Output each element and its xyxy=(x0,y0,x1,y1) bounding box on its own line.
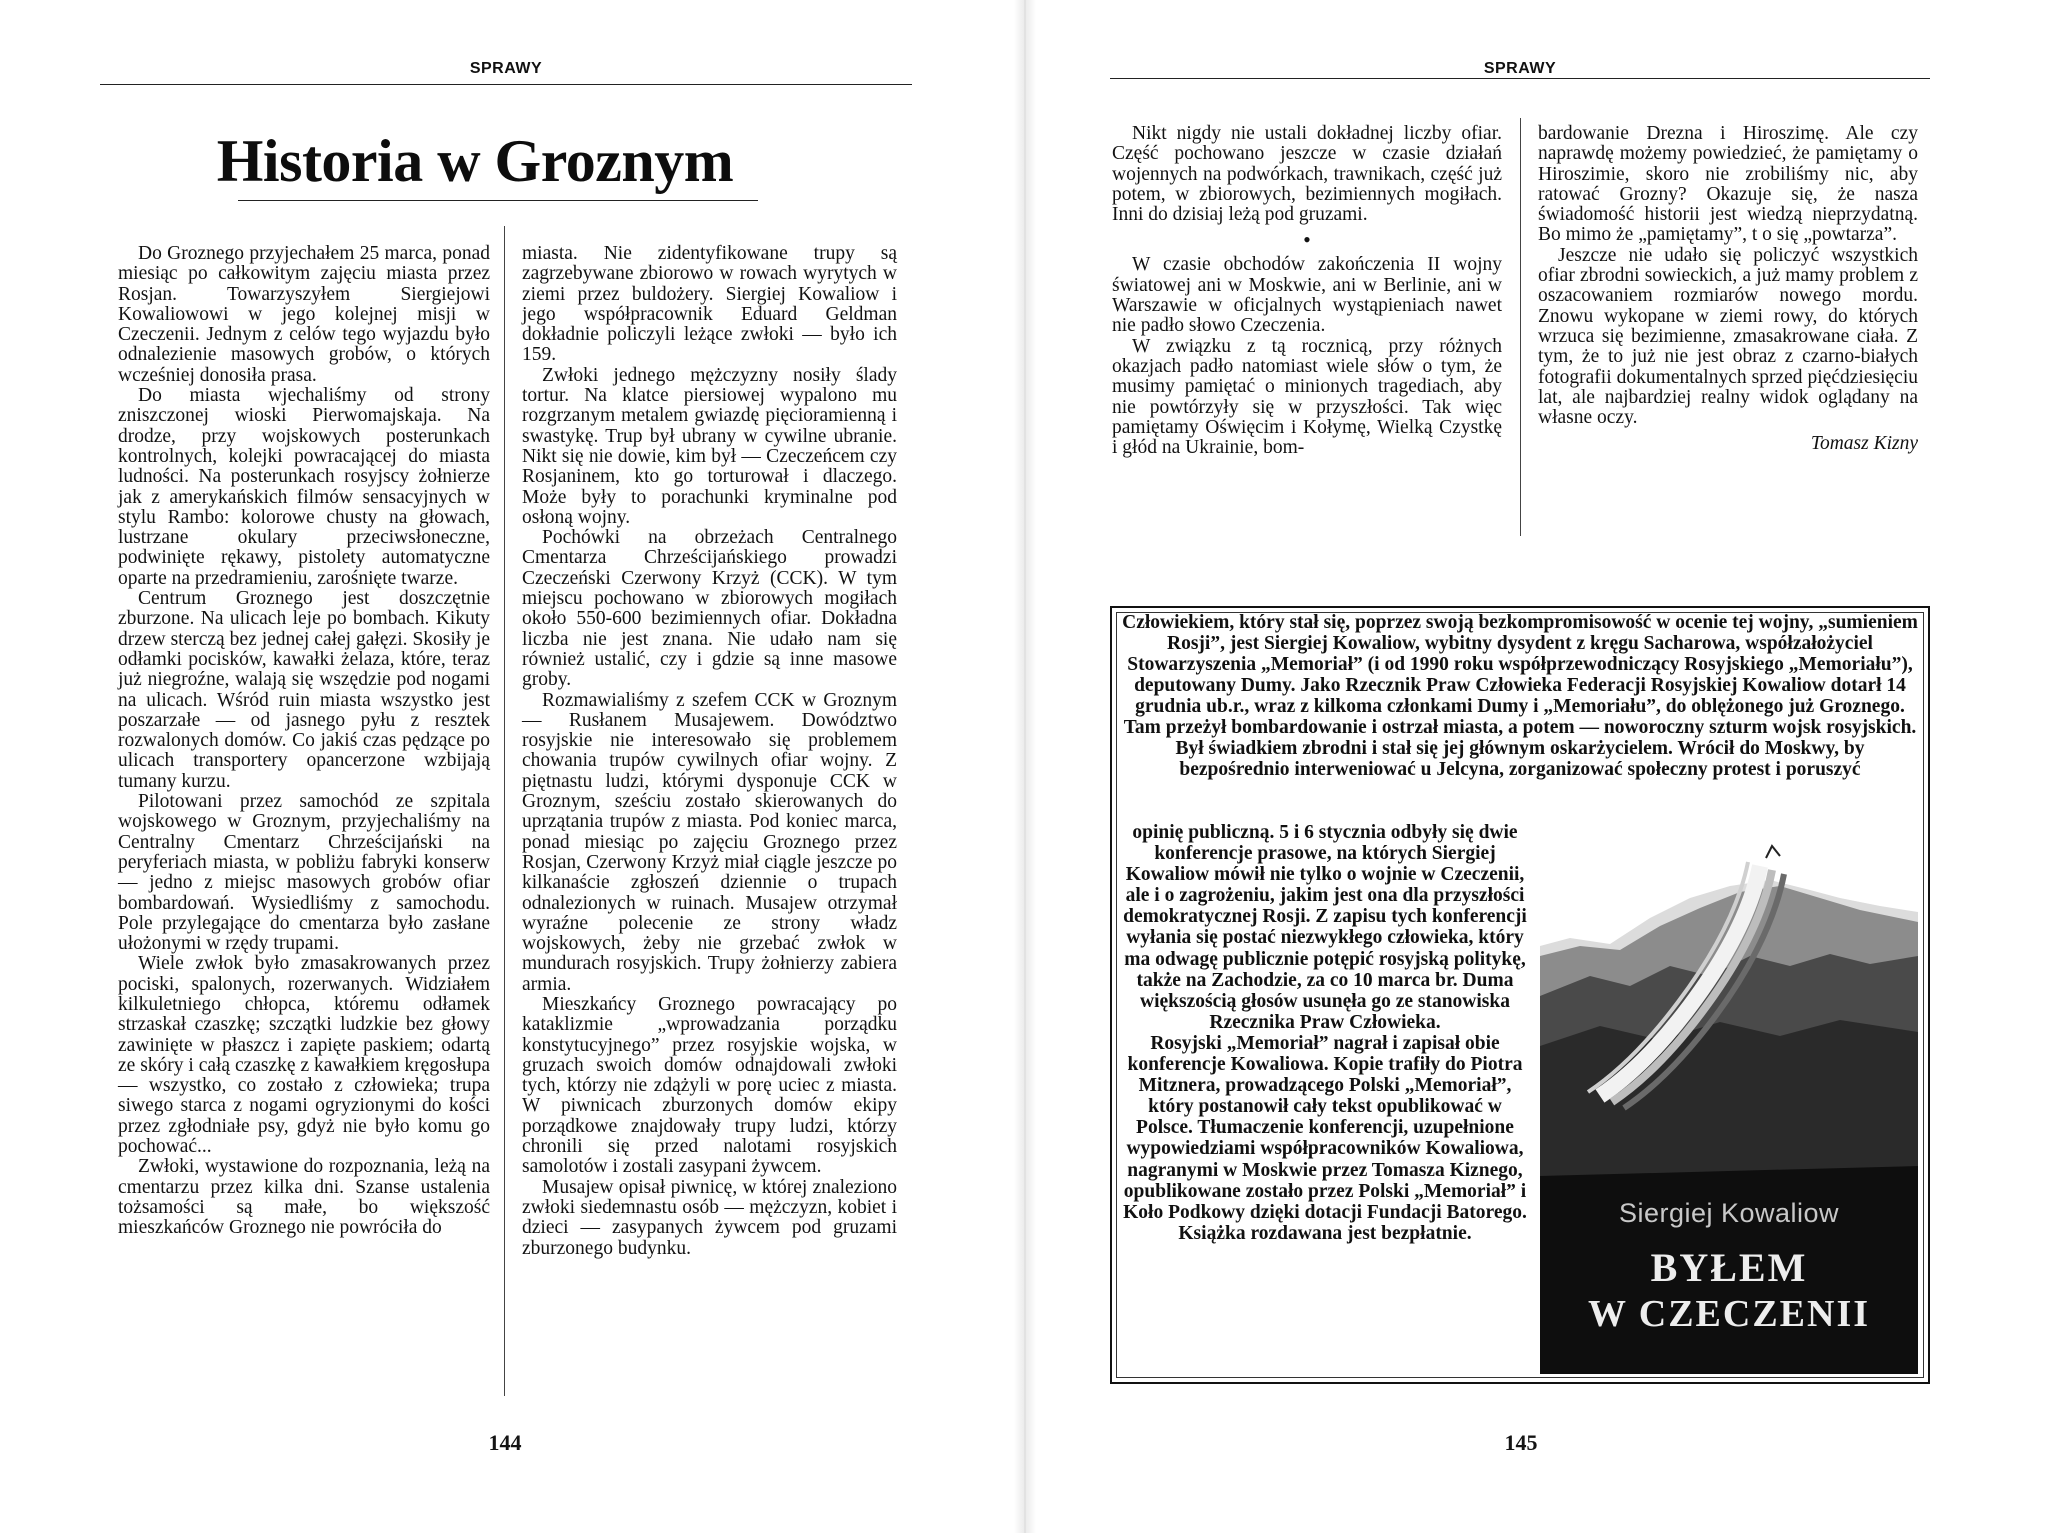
paragraph: Zwłoki jednego mężczyzny nosiły ślady tortur. Na klatce piersiowej wypalono mu rozgrzanym metalem gwiazdę pięcioramienną i swastykę. Trup był ubrany w cywilne ubranie. Nikt się nie dowie, kim był — Czeczeńcem czy Rosjaninem, kto go torturował i dlaczego. Może były to porachunki kryminalne pod osłoną wojny. xyxy=(522,364,897,528)
paragraph: Pochówki na obrzeżach Centralnego Cmentarza Chrześcijańskiego prowadzi Czeczeński Czerwony Krzyż (CCK). W tym miejscu pochowano w zbiorowych mogiłach około 550-600 bezimiennych ofiar. Dokładna liczba nie jest znana. Nie udało nam się również ustalić, czy i gdzie są inne masowe groby. xyxy=(522,527,897,691)
right-column-1 xyxy=(1112,124,1502,458)
paragraph: Jeszcze nie udało się policzyć wszystkich ofiar zbrodni sowieckich, a już mamy problem z oszacowaniem rozmiarów nowego mordu. Znowu wykopane w ziemi rowy, do których wrzuca się bezimienne, zmasakrowane ciała. Z tym, że to już nie jest obraz z czarno-białych fotografii dokumentalnych sprzed pięćdziesięciu lat, ale najbardziej realny widok oglądany na własne oczy. xyxy=(1538,244,1918,429)
author-signature: Tomasz Kizny xyxy=(1810,433,1918,455)
sidebar-intro-text: Człowiekiem, który stał się, poprzez swoją bezkompromisowość w ocenie tej wojny, „sumieniem Rosji”, jest Siergiej Kowaliow, wybitny dysydent z kręgu Sacharowa, współzałożyciel Stowarzyszenia „Memoriał” (i od 1990 roku współprzewodniczący Rosyjskiego „Memoriału”), deputowany Dumy. Jako Rzecznik Praw Człowieka Federacji Rosyjskiej Kowaliow dotarł 14 grudnia ub.r., wraz z kilkoma członkami Dumy i „Memoriału”, do oblężonego już Groznego. Tam przeżył bombardowanie i ostrzał miasta, a potem — noworoczny szturm wojsk rosyjskich. Był świadkiem zbrodni i stał się jej głównym oskarżycielem. Wrócił do Moskwy, by bezpośrednio interweniować u Jelcyna, zorganizować społeczny protest i poruszyć xyxy=(1122,612,1918,780)
paragraph: Zwłoki, wystawione do rozpoznania, leżą na cmentarzu przez kilka dni. Szanse ustalenia tożsamości są małe, bo większość mieszkańców Groznego nie powróciła do xyxy=(118,1156,490,1239)
paragraph: Do Groznego przyjechałem 25 marca, ponad miesiąc po całkowitym zajęciu miasta przez Rosjan. Towarzyszyłem Siergiejowi Kowaliowowi w jego kolejnej misji w Czeczenii. Jednym z celów tego wyjazdu było odnalezienie masowych grobów, o których wcześniej donosiła prasa. xyxy=(118,243,490,386)
right-column-2 xyxy=(1538,124,1918,455)
paragraph: W czasie obchodów zakończenia II wojny światowej ani w Moskwie, ani w Berlinie, ani w Warszawie w oficjalnych wystąpieniach nawet nie padło słowo Czeczenia. xyxy=(1112,254,1502,337)
cover-title-line-2: W CZECZENII xyxy=(1587,1293,1871,1335)
paragraph: opinię publiczną. 5 i 6 stycznia odbyły się dwie konferencje prasowe, na których Siergiej Kowaliow mówił nie tylko o wojnie w Czeczenii, ale i o zagrożeniu, jakim jest ona dla przyszłości demokratycznej Rosji. Z zapisu tych konferencji wyłania się postać niezwykłego człowieka, który ma odwagę publicznie potępić rosyjską politykę, także na Zachodzie, za co 10 marca br. Duma większością głosów usunęła go ze stanowiska Rzecznika Praw Człowieka. xyxy=(1123,822,1527,1033)
paragraph: Centrum Groznego jest doszczętnie zburzone. Na ulicach leje po bombach. Kikuty drzew sterczą bez jednej całej gałęzi. Skosiły je odłamki pocisków, kawałki żelaza, które, teraz już niegroźne, walają się wszędzie pod nogami na ulicach. Wśród ruin miasta wszystko jest poszarzałe — od jasnego pyłu z resztek rozwalonych domów. Co jakiś czas pędzące po ulicach transportery opancerzone wzbijają tumany kurzu. xyxy=(118,588,490,792)
cover-author: Siergiej Kowaliow xyxy=(1618,1198,1840,1228)
paragraph: Pilotowani przez samochód ze szpitala wojskowego w Groznym, przyjechaliśmy na Centralny Cmentarz Chrześcijański na peryferiach miasta, w pobliżu fabryki konserw — jedno z miejsc masowych grobów ofiar bombardowań. Wysiedliśmy z samochodu. Pole przylegające do cmentarza było zasłane ułożonymi w rzędy trupami. xyxy=(118,791,490,955)
column-divider xyxy=(504,226,505,1396)
right-head-rule xyxy=(1110,78,1930,79)
sidebar-body xyxy=(1118,822,1532,1244)
paragraph: miasta. Nie zidentyfikowane trupy są zagrzebywane zbiorowo w rowach wyrytych w ziemi przez buldożery. Siergiej Kowaliow i jego współpracownik Eduard Geldman dokładnie policzyli leżące zwłoki — było ich 159. xyxy=(522,243,897,366)
cover-title-line-1: BYŁEM xyxy=(1650,1245,1808,1290)
article-title: Historia w Groznym xyxy=(216,128,734,194)
paragraph: Rozmawialiśmy z szefem CCK w Groznym — Rusłanem Musajewem. Dowództwo rosyjskie nie interesowało się problemem chowania trupów cywilnych ofiar wojny. Z piętnastu ludzi, którymi dysponuje CCK w Groznym, sześciu zostało skierowanych do uprzątania trupów z miasta. Pod koniec marca, ponad miesiąc po zajęciu Groznego przez Rosjan, Czerwony Krzyż miał ciągle jeszcze po kilkanaście zgłoszeń dziennie o trupach odnalezionych w ruinach. Musajew otrzymał wyraźne polecenie ze strony władz wojskowych, żeby nie grzebać zwłok w mundurach rosyjskich. Trupy żołnierzy zabiera armia. xyxy=(522,689,897,995)
paragraph: Rosyjski „Memoriał” nagrał i zapisał obie konferencje Kowaliowa. Kopie trafiły do Piotra Mitznera, prowadzącego Polski „Memoriał”, który postanowił cały tekst opublikować w Polsce. Tłumaczenie konferencji, uzupełnione wypowiedziami współpracowników Kowaliowa, nagranymi w Moskwie przez Tomasza Kiznego, opublikowane zostało przez Polski „Memoriał” i Koło Podkowy dzięki dotacji Fundacji Batorego. Książka rozdawana jest bezpłatnie. xyxy=(1123,1032,1527,1244)
paragraph: Do miasta wjechaliśmy od strony zniszczonej wioski Pierwomajskaja. Na drodze, przy wojskowych posterunkach kontrolnych, kolejki powracającej do miasta ludności. Na posterunkach rosyjscy żołnierze jak z amerykańskich filmów sensacyjnych w stylu Rambo: kolorowe chusty na głowach, lustrzane okulary przeciwsłoneczne, podwinięte rękawy, pistolety automatyczne oparte na przedramieniu, zarośnięte twarze. xyxy=(118,385,490,589)
paragraph: Mieszkańcy Groznego powracający po kataklizmie „wprowadzania porządku konstytucyjnego” przez rosyjskie wojska, w gruzach swoich domów odnajdowali zwłoki tych, którzy nie zdążyli w porę uciec z miasta. W piwnicach zburzonych domów ekipy porządkowe znajdowały trupy ludzi, którzy chronili się przed nalotami rosyjskich samolotów i zostali zasypani żywcem. xyxy=(522,993,897,1178)
right-running-head: SPRAWY xyxy=(1483,60,1557,77)
title-rule xyxy=(238,200,758,201)
paragraph: W związku z tą rocznicą, przy różnych okazjach padło natomiast wiele słów o tym, że musimy pamiętać o minionych tragediach, aby nie powtórzyły się w przyszłości. Tak więc pamiętamy Oświęcim i Kołymę, Wielką Czystkę i głód na Ukrainie, bom- xyxy=(1112,335,1502,459)
page-number-right: 145 xyxy=(1504,1430,1538,1455)
paragraph: Wiele zwłok było zmasakrowanych przez pociski, spalonych, rozerwanych. Widziałem kilkuletniego chłopca, któremu odłamek strzaskał czaszkę; szczątki ludzkie bez głowy zawinięte w płaszcz i zapięte paskiem; odartą ze skóry i całą czaszkę z kawałkiem kręgosłupa — wszystko, co zostało z człowieka; trupa siwego starca z nogami ogryzionymi do kości przez zgłodniałe psy, gdyż nie było komu go pochować... xyxy=(118,953,490,1158)
paragraph: Musajew opisał piwnicę, w której znaleziono zwłoki siedemnastu osób — mężczyzn, kobiet i dzieci — zasypanych żywcem pod gruzami zburzonego budynku. xyxy=(522,1176,897,1259)
paragraph: bardowanie Drezna i Hiroszimę. Ale czy naprawdę możemy powiedzieć, że pamiętamy o Hiroszimie, skoro nie zrobiliśmy nic, aby ratować Grozny? Okazuje się, że nasza świadomość historii jest wiedzą nieprzydatną. Bo mimo że „pamiętamy”, t o się „powtarza”. xyxy=(1538,123,1918,246)
left-column-1 xyxy=(118,244,490,1239)
paragraph: Nikt nigdy nie ustali dokładnej liczby ofiar. Część pochowano jeszcze w czasie działań wojennych na podwórkach, trawnikach, część już potem, w zbiorowych, bezimiennych mogiłach. Inni do dzisiaj leżą pod gruzami. xyxy=(1112,123,1502,226)
left-head-rule xyxy=(100,84,912,85)
column-divider xyxy=(1520,118,1521,536)
book-cover-image xyxy=(1540,826,1918,1374)
page-number-left: 144 xyxy=(488,1430,522,1455)
section-bullet: • xyxy=(1303,227,1311,253)
left-column-2 xyxy=(522,244,897,1259)
left-running-head: SPRAWY xyxy=(469,60,543,77)
